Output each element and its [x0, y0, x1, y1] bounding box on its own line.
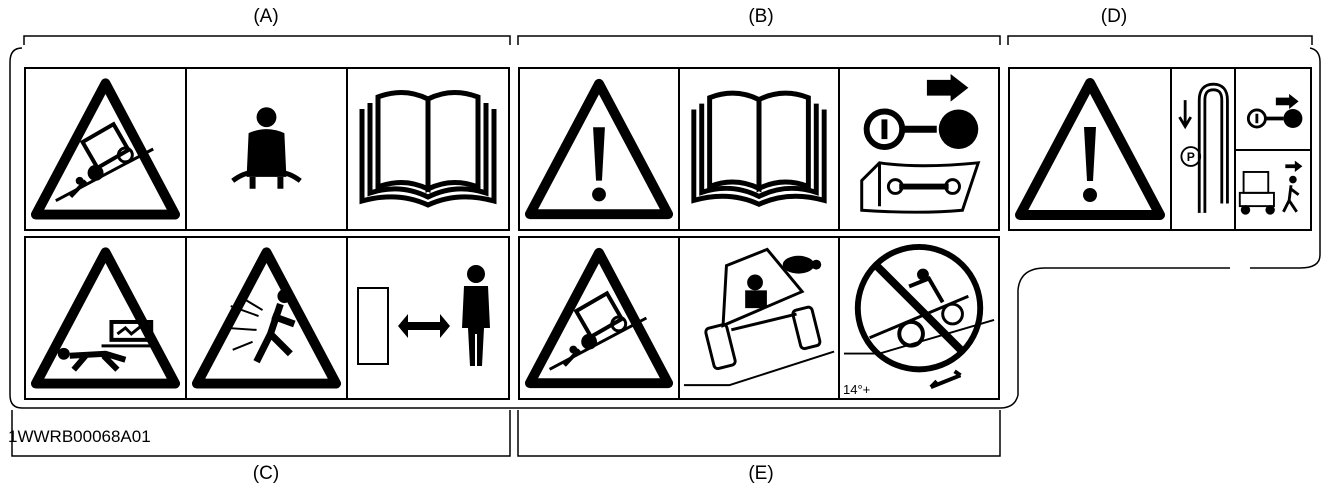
- operators-manual-icon: [678, 67, 840, 231]
- remove-key-and-service-manual-icon: [838, 67, 1000, 231]
- bottom-brackets: [0, 410, 1328, 462]
- tipping-on-slope-warning-icon: [518, 236, 680, 400]
- leave-machine-icon: [1234, 149, 1312, 231]
- thrown-objects-hazard-icon: [185, 236, 348, 400]
- label-d: (D): [1100, 6, 1128, 27]
- seat-belt-icon: [185, 67, 348, 231]
- no-steep-slopes-icon: [838, 236, 1000, 400]
- operators-manual-icon: [346, 67, 510, 231]
- keep-distance-icon: [346, 236, 510, 400]
- label-b: (B): [748, 6, 774, 27]
- general-warning-icon: [1008, 67, 1172, 231]
- slope-degree-label: 14°+: [843, 382, 871, 397]
- service-manual-icon: [862, 163, 979, 212]
- slow-on-slopes-icon: [678, 236, 840, 400]
- label-a: (A): [253, 6, 279, 27]
- part-number: 1WWRB00068A01: [8, 427, 151, 446]
- label-c: (C): [252, 463, 280, 484]
- tipping-on-slope-warning-icon: [24, 67, 187, 231]
- remove-key-icon: [1234, 67, 1312, 151]
- svg-text:P: P: [1186, 150, 1195, 165]
- parking-brake-icon: [1170, 67, 1236, 231]
- run-over-hazard-icon: [24, 236, 187, 400]
- label-e: (E): [748, 463, 774, 484]
- remove-key-icon: [867, 74, 979, 149]
- top-brackets: [0, 30, 1328, 50]
- general-warning-icon: [518, 67, 680, 231]
